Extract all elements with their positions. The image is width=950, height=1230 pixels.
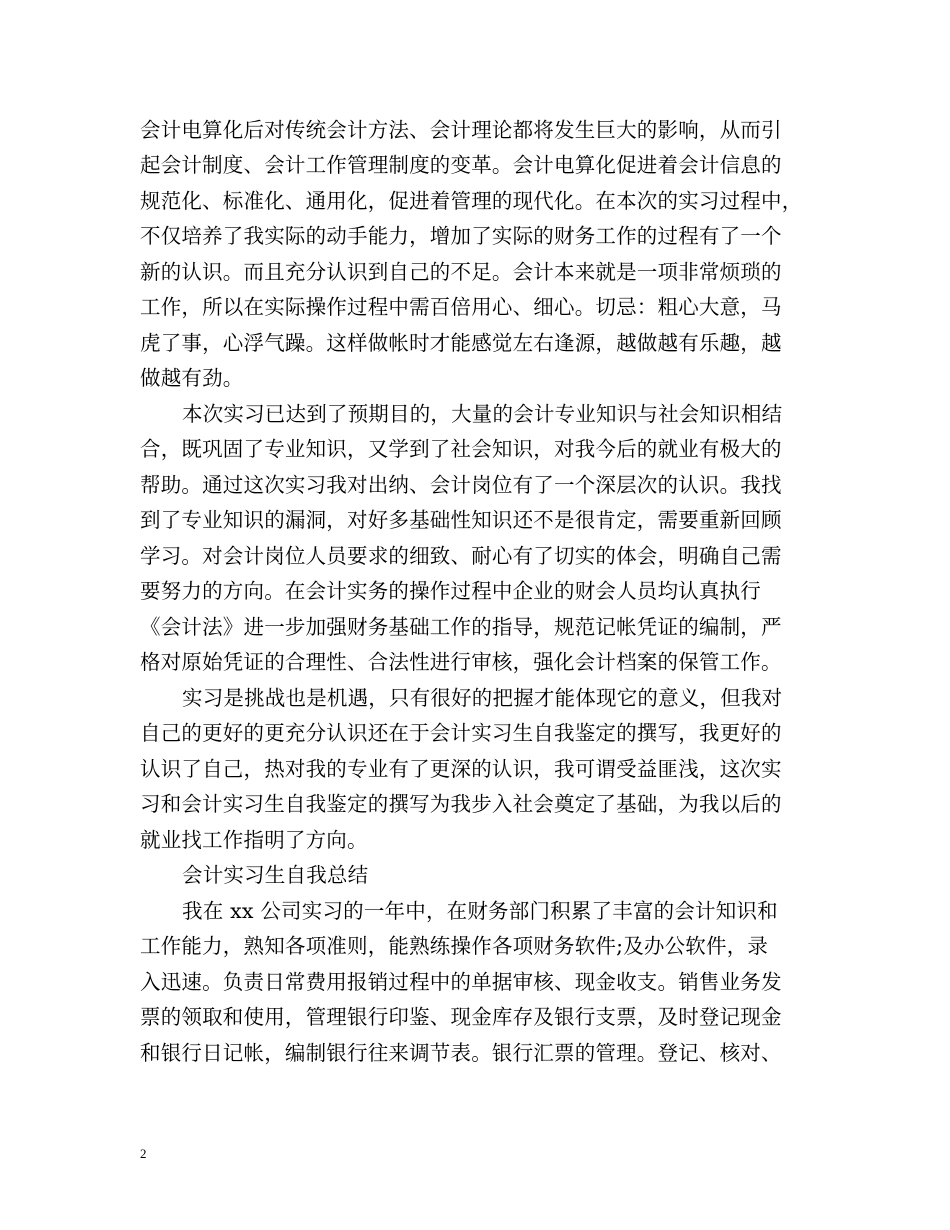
text-line: 合，既巩固了专业知识，又学到了社会知识，对我今后的就业有极大的 <box>140 437 782 461</box>
text-line: 习和会计实习生自我鉴定的撰写为我步入社会奠定了基础，为我以后的 <box>140 792 782 816</box>
text-line: 做越有劲。 <box>140 366 244 390</box>
text-line: 会计电算化后对传统会计方法、会计理论都将发生巨大的影响，从而引 <box>140 118 782 142</box>
text-line: 要努力的方向。在会计实务的操作过程中企业的财会人员均认真执行 <box>140 579 761 603</box>
text-line: 帮助。通过这次实习我对出纳、会计岗位有了一个深层次的认识。我找 <box>140 473 782 497</box>
text-line: 票的领取和使用，管理银行印鉴、现金库存及银行支票，及时登记现金 <box>140 1005 782 1029</box>
text-line: 就业找工作指明了方向。 <box>140 828 368 852</box>
paragraph-first-line: 我在 xx 公司实习的一年中，在财务部门积累了丰富的会计知识和 <box>182 899 778 923</box>
text-line: 认识了自己，热对我的专业有了更深的认识，我可谓受益匪浅，这次实 <box>140 757 782 781</box>
page-number: 2 <box>140 1146 147 1161</box>
text-line: 自己的更好的更充分认识还在于会计实习生自我鉴定的撰写，我更好的 <box>140 721 782 745</box>
text-line: 入迅速。负责日常费用报销过程中的单据审核、现金收支。销售业务发 <box>140 970 782 994</box>
text-line: 虎了事，心浮气躁。这样做帐时才能感觉左右逢源，越做越有乐趣，越 <box>140 331 782 355</box>
text-line: 工作能力，熟知各项准则，能熟练操作各项财务软件;及办公软件，录 <box>140 934 769 958</box>
text-line: 不仅培养了我实际的动手能力，增加了实际的财务工作的过程有了一个 <box>140 224 782 248</box>
text-line: 到了专业知识的漏洞，对好多基础性知识还不是很肯定，需要重新回顾 <box>140 508 782 532</box>
paragraph-first-line: 实习是挑战也是机遇，只有很好的把握才能体现它的意义，但我对 <box>182 686 783 710</box>
text-line: 新的认识。而且充分认识到自己的不足。会计本来就是一项非常烦琐的 <box>140 260 782 284</box>
text-line: 规范化、标准化、通用化，促进着管理的现代化。在本次的实习过程中， <box>140 189 803 213</box>
text-line: 工作，所以在实际操作过程中需百倍用心、细心。切忌：粗心大意，马 <box>140 295 782 319</box>
paragraph-first-line: 本次实习已达到了预期目的，大量的会计专业知识与社会知识相结 <box>182 402 783 426</box>
text-line: 和银行日记帐，编制银行往来调节表。银行汇票的管理。登记、核对、 <box>140 1041 782 1065</box>
text-line: 起会计制度、会计工作管理制度的变革。会计电算化促进着会计信息的 <box>140 153 782 177</box>
text-line: 《会计法》进一步加强财务基础工作的指导，规范记帐凭证的编制，严 <box>140 615 782 639</box>
section-heading: 会计实习生自我总结 <box>182 863 369 887</box>
text-line: 格对原始凭证的合理性、合法性进行审核，强化会计档案的保管工作。 <box>140 650 782 674</box>
text-line: 学习。对会计岗位人员要求的细致、耐心有了切实的体会，明确自己需 <box>140 544 782 568</box>
